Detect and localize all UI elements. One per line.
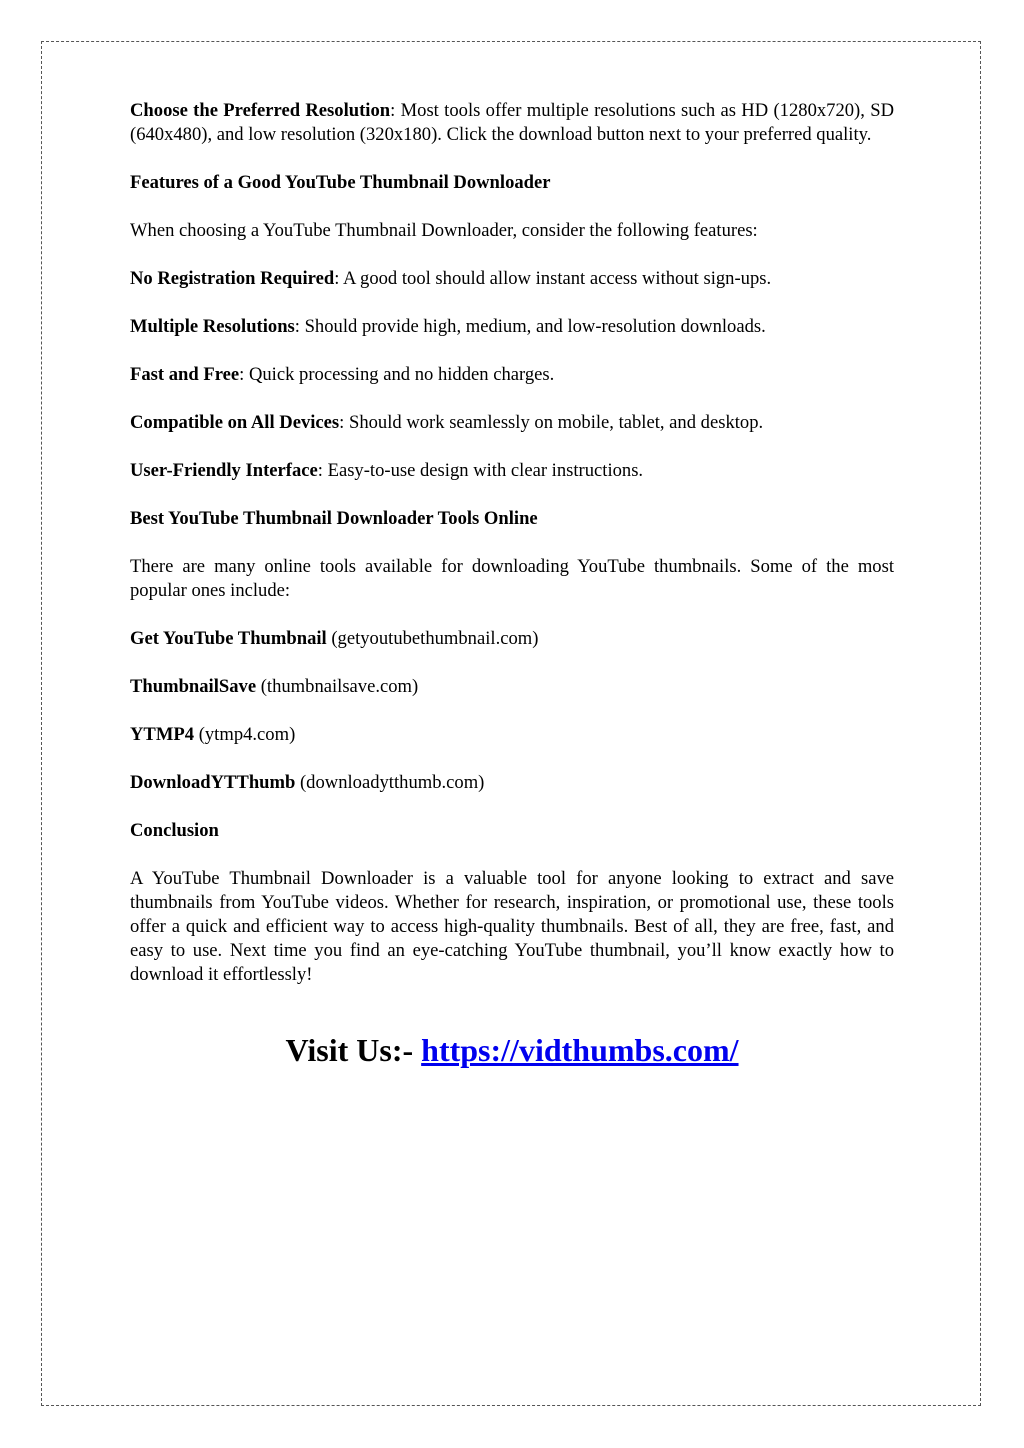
feature-item: Compatible on All Devices: Should work seamlessly on mobile, tablet, and desktop. [130,412,764,433]
features-intro: When choosing a YouTube Thumbnail Downloader, consider the following features: [130,220,758,241]
intro-lead: Choose the Preferred Resolution [130,100,391,121]
feature-item: No Registration Required: A good tool should allow instant access without sign-ups. [130,268,772,289]
tools-heading: Best YouTube Thumbnail Downloader Tools Online [130,508,538,529]
visit-link[interactable]: https://vidthumbs.com/ [421,1032,739,1068]
tool-item: Get YouTube Thumbnail (getyoutubethumbnail.com) [130,628,539,649]
feature-item: Multiple Resolutions: Should provide high, medium, and low-resolution downloads. [130,316,766,337]
tools-intro: There are many online tools available for downloading YouTube thumbnails. Some of the most popular ones include: [130,556,894,601]
intro-text: : Most tools offer multiple resolutions such as HD (1280x720), SD (640x480), and low resolution (320x180). Click the download button next to your preferred quality. [130,100,894,145]
visit-us-line [130,1030,894,1070]
document-body [130,99,894,1011]
intro-paragraph [130,99,894,147]
tool-item: YTMP4 (ytmp4.com) [130,724,296,745]
visit-label: Visit Us:- [285,1032,422,1068]
conclusion-heading: Conclusion [130,820,219,841]
conclusion-paragraph: A YouTube Thumbnail Downloader is a valuable tool for anyone looking to extract and save thumbnails from YouTube videos. Whether for research, inspiration, or promotional use, these tools offer a quick and efficient way to access high-quality thumbnails. Best of all, they are free, fast, and easy to use. Next time you find an eye-catching YouTube thumbnail, you’ll know exactly how to download it effortlessly! [130,868,894,985]
features-heading: Features of a Good YouTube Thumbnail Downloader [130,172,551,193]
tool-item: ThumbnailSave (thumbnailsave.com) [130,676,419,697]
tool-item: DownloadYTThumb (downloadytthumb.com) [130,772,485,793]
feature-item: Fast and Free: Quick processing and no hidden charges. [130,364,555,385]
feature-item: User-Friendly Interface: Easy-to-use design with clear instructions. [130,460,644,481]
